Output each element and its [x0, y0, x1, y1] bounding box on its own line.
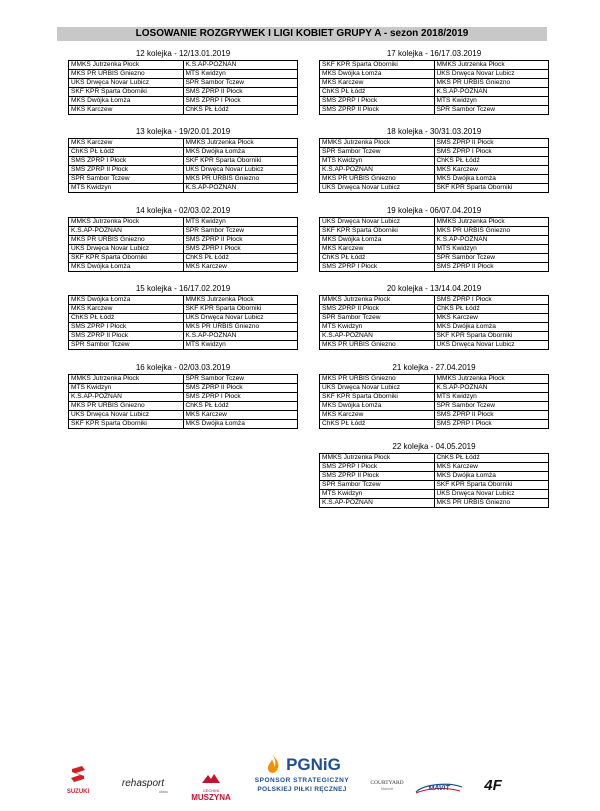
match-row [320, 175, 549, 184]
away-team: MKS Dwójka Łomża [434, 323, 549, 332]
away-team: K.S.AP-POZNAŃ [434, 236, 549, 245]
away-team: MMKS Jutrzenka Płock [434, 61, 549, 70]
match-row [320, 106, 549, 115]
match-row [320, 79, 549, 88]
match-row [320, 384, 549, 393]
away-team: MKS Dwójka Łomża [434, 175, 549, 184]
page-title: LOSOWANIE ROZGRYWEK I LIGI KOBIET GRUPY A - sezon 2018/2019 [57, 27, 547, 41]
match-row [320, 481, 549, 490]
away-team: UKS Drwęca Novar Lubicz [183, 314, 298, 323]
home-team: MTS Kwidzyn [69, 184, 184, 193]
away-team: SPR Sambor Tczew [183, 375, 298, 384]
away-team: SPR Sambor Tczew [434, 402, 549, 411]
away-team: ChKS PŁ Łódź [434, 157, 549, 166]
home-team: SMS ZPRP I Płock [320, 97, 435, 106]
away-team: MKS Karczew [434, 314, 549, 323]
match-row [69, 314, 298, 323]
match-row [69, 341, 298, 350]
round-title: 18 kolejka - 30/31.03.2019 [386, 127, 482, 136]
match-row [320, 332, 549, 341]
match-table [68, 374, 298, 429]
round-title: 13 kolejka - 19/20.01.2019 [135, 127, 231, 136]
match-row [320, 184, 549, 193]
round-block [319, 363, 549, 429]
round-block [319, 127, 549, 193]
away-team: K.S.AP-POZNAŃ [183, 332, 298, 341]
match-row [320, 296, 549, 305]
away-team: SMS ZPRP I Płock [183, 245, 298, 254]
home-team: UKS Drwęca Novar Lubicz [320, 218, 435, 227]
away-team: K.S.AP-POZNAŃ [434, 384, 549, 393]
match-row [320, 88, 549, 97]
home-team: K.S.AP-POZNAŃ [320, 332, 435, 341]
home-team: SPR Sambor Tczew [320, 314, 435, 323]
away-team: ChKS PŁ Łódź [434, 454, 549, 463]
match-table [319, 60, 549, 115]
home-team: ChKS PŁ Łódź [320, 254, 435, 263]
round-block [68, 49, 298, 115]
round-title: 14 kolejka - 02/03.02.2019 [135, 206, 231, 215]
home-team: MTS Kwidzyn [320, 157, 435, 166]
pgnig-logo [252, 754, 352, 794]
away-team: MTS Kwidzyn [434, 97, 549, 106]
match-row [320, 236, 549, 245]
match-row [320, 393, 549, 402]
away-team: SMS ZPRP II Płock [434, 139, 549, 148]
round-block [68, 206, 298, 272]
home-team: MMKS Jutrzenka Płock [69, 61, 184, 70]
home-team: MMKS Jutrzenka Płock [320, 454, 435, 463]
home-team: SPR Sambor Tczew [69, 341, 184, 350]
home-team: SMS ZPRP II Płock [69, 166, 184, 175]
match-row [69, 157, 298, 166]
match-row [69, 175, 298, 184]
match-table [68, 217, 298, 272]
home-team: MKS PR URBIS Gniezno [320, 341, 435, 350]
match-row [320, 254, 549, 263]
home-team: SMS ZPRP II Płock [320, 472, 435, 481]
round-block [68, 284, 298, 350]
home-team: MTS Kwidzyn [320, 323, 435, 332]
sponsor-footer [0, 752, 600, 811]
home-team: MKS Karczew [320, 79, 435, 88]
home-team: MKS Dwójka Łomża [320, 236, 435, 245]
home-team: UKS Drwęca Novar Lubicz [69, 245, 184, 254]
away-team: MTS Kwidzyn [183, 341, 298, 350]
rehasport-logo [118, 778, 168, 794]
home-team: MKS PR URBIS Gniezno [69, 70, 184, 79]
round-block [68, 127, 298, 193]
rehasport-sub: clinic [159, 789, 168, 794]
4f-logo [478, 778, 508, 794]
match-row [69, 402, 298, 411]
match-table [319, 374, 549, 429]
home-team: MMKS Jutrzenka Płock [69, 218, 184, 227]
match-row [69, 227, 298, 236]
match-row [69, 332, 298, 341]
match-row [69, 375, 298, 384]
home-team: MKS Dwójka Łomża [69, 97, 184, 106]
muszyna-logo [186, 770, 236, 802]
match-row [69, 139, 298, 148]
match-row [69, 296, 298, 305]
muszyna-top: CECHINI [202, 788, 220, 793]
home-team: MKS PR URBIS Gniezno [69, 402, 184, 411]
home-team: K.S.AP-POZNAŃ [69, 393, 184, 402]
home-team: SKF KPR Sparta Oborniki [320, 227, 435, 236]
match-row [320, 227, 549, 236]
match-row [320, 70, 549, 79]
home-team: MKS Dwójka Łomża [320, 70, 435, 79]
match-row [69, 411, 298, 420]
home-team: K.S.AP-POZNAŃ [320, 499, 435, 508]
match-row [69, 166, 298, 175]
pgnig-line2: POLSKIEJ PIŁKI RĘCZNEJ [257, 786, 347, 793]
home-team: MKS Dwójka Łomża [69, 263, 184, 272]
match-row [69, 254, 298, 263]
match-row [320, 61, 549, 70]
courtyard-logo [362, 780, 412, 792]
suzuki-logo [58, 764, 98, 796]
match-row [320, 263, 549, 272]
home-team: SMS ZPRP II Płock [320, 106, 435, 115]
suzuki-wordmark: SUZUKI [66, 789, 90, 795]
away-team: UKS Drwęca Novar Lubicz [183, 166, 298, 175]
home-team: SMS ZPRP II Płock [320, 305, 435, 314]
match-row [69, 263, 298, 272]
match-row [320, 375, 549, 384]
home-team: MKS Dwójka Łomża [320, 402, 435, 411]
round-title: 21 kolejka - 27.04.2019 [392, 363, 476, 372]
home-team: MMKS Jutrzenka Płock [69, 375, 184, 384]
match-table [68, 295, 298, 350]
match-row [320, 139, 549, 148]
match-table [319, 295, 549, 350]
away-team: SPR Sambor Tczew [183, 79, 298, 88]
away-team: SKF KPR Sparta Oborniki [183, 157, 298, 166]
home-team: MKS PR URBIS Gniezno [69, 236, 184, 245]
away-team: UKS Drwęca Novar Lubicz [434, 341, 549, 350]
match-row [69, 393, 298, 402]
match-table [68, 138, 298, 193]
match-row [320, 157, 549, 166]
home-team: SPR Sambor Tczew [320, 481, 435, 490]
match-row [69, 305, 298, 314]
courtyard-sub: Marriott [381, 787, 393, 791]
away-team: SPR Sambor Tczew [183, 227, 298, 236]
home-team: MKS Karczew [320, 245, 435, 254]
flame-icon [263, 754, 283, 776]
match-row [69, 79, 298, 88]
home-team: MKS PR URBIS Gniezno [320, 375, 435, 384]
match-row [69, 106, 298, 115]
courtyard-wordmark: COURTYARD [370, 780, 404, 786]
away-team: SKF KPR Sparta Oborniki [434, 184, 549, 193]
away-team: ChKS PŁ Łódź [183, 106, 298, 115]
away-team: SKF KPR Sparta Oborniki [183, 305, 298, 314]
home-team: UKS Drwęca Novar Lubicz [69, 79, 184, 88]
home-team: MKS Karczew [69, 106, 184, 115]
match-table [68, 60, 298, 115]
round-title: 20 kolejka - 13/14.04.2019 [386, 284, 482, 293]
mavit-logo [414, 782, 464, 796]
round-block [68, 363, 298, 429]
pgnig-line1: SPONSOR STRATEGICZNY [254, 777, 350, 784]
away-team: SMS ZPRP I Płock [434, 420, 549, 429]
away-team: K.S.AP-POZNAŃ [183, 184, 298, 193]
home-team: MTS Kwidzyn [69, 384, 184, 393]
away-team: SMS ZPRP II Płock [434, 263, 549, 272]
home-team: MKS PR URBIS Gniezno [320, 175, 435, 184]
round-block [319, 206, 549, 272]
away-team: MKS Dwójka Łomża [183, 148, 298, 157]
match-row [320, 463, 549, 472]
rehasport-wordmark: rehasport [121, 778, 165, 789]
home-team: MTS Kwidzyn [320, 490, 435, 499]
match-row [69, 97, 298, 106]
away-team: SMS ZPRP I Płock [434, 148, 549, 157]
away-team: MTS Kwidzyn [434, 245, 549, 254]
away-team: SMS ZPRP II Płock [183, 88, 298, 97]
home-team: MKS Karczew [69, 305, 184, 314]
match-row [320, 97, 549, 106]
4f-wordmark: 4F [484, 777, 502, 794]
home-team: SKF KPR Sparta Oborniki [320, 61, 435, 70]
home-team: K.S.AP-POZNAŃ [320, 166, 435, 175]
match-row [69, 218, 298, 227]
match-row [320, 148, 549, 157]
away-team: MKS PR URBIS Gniezno [183, 323, 298, 332]
away-team: ChKS PŁ Łódź [434, 305, 549, 314]
round-block [319, 442, 549, 508]
match-row [69, 236, 298, 245]
match-row [320, 402, 549, 411]
match-row [69, 245, 298, 254]
away-team: UKS Drwęca Novar Lubicz [434, 70, 549, 79]
home-team: SPR Sambor Tczew [69, 175, 184, 184]
away-team: SKF KPR Sparta Oborniki [434, 332, 549, 341]
away-team: MKS Dwójka Łomża [183, 420, 298, 429]
home-team: UKS Drwęca Novar Lubicz [320, 184, 435, 193]
away-team: SKF KPR Sparta Oborniki [434, 481, 549, 490]
home-team: UKS Drwęca Novar Lubicz [320, 384, 435, 393]
match-row [320, 411, 549, 420]
match-row [69, 148, 298, 157]
away-team: MTS Kwidzyn [183, 218, 298, 227]
away-team: MKS PR URBIS Gniezno [183, 175, 298, 184]
home-team: SMS ZPRP II Płock [69, 332, 184, 341]
match-row [320, 166, 549, 175]
away-team: MTS Kwidzyn [434, 393, 549, 402]
round-title: 12 kolejka - 12/13.01.2019 [135, 49, 231, 58]
away-team: MKS Dwójka Łomża [434, 472, 549, 481]
round-block [319, 49, 549, 115]
muszyna-wordmark: MUSZYNA [191, 793, 231, 802]
away-team: MKS PR URBIS Gniezno [434, 227, 549, 236]
match-row [69, 384, 298, 393]
away-team: K.S.AP-POZNAŃ [434, 88, 549, 97]
away-team: SMS ZPRP II Płock [183, 236, 298, 245]
match-row [69, 70, 298, 79]
away-team: MKS Karczew [183, 263, 298, 272]
away-team: MKS Karczew [183, 411, 298, 420]
home-team: MKS Karczew [320, 411, 435, 420]
home-team: SMS ZPRP I Płock [320, 263, 435, 272]
home-team: SKF KPR Sparta Oborniki [320, 393, 435, 402]
round-title: 15 kolejka - 16/17.02.2019 [135, 284, 231, 293]
away-team: MKS PR URBIS Gniezno [434, 79, 549, 88]
round-title: 22 kolejka - 04.05.2019 [392, 442, 476, 451]
away-team: ChKS PŁ Łódź [183, 254, 298, 263]
away-team: MTS Kwidzyn [183, 70, 298, 79]
match-row [320, 323, 549, 332]
pgnig-wordmark: PGNiG [286, 755, 341, 774]
home-team: SMS ZPRP I Płock [69, 157, 184, 166]
away-team: K.S.AP-POZNAŃ [183, 61, 298, 70]
away-team: MKS Karczew [434, 166, 549, 175]
home-team: ChKS PŁ Łódź [69, 314, 184, 323]
match-row [320, 454, 549, 463]
home-team: K.S.AP-POZNAŃ [69, 227, 184, 236]
home-team: UKS Drwęca Novar Lubicz [69, 411, 184, 420]
away-team: MMKS Jutrzenka Płock [183, 296, 298, 305]
match-row [69, 61, 298, 70]
match-table [319, 217, 549, 272]
home-team: MMKS Jutrzenka Płock [320, 139, 435, 148]
away-team: SPR Sambor Tczew [434, 254, 549, 263]
home-team: SMS ZPRP I Płock [69, 323, 184, 332]
home-team: SPR Sambor Tczew [320, 148, 435, 157]
match-row [320, 341, 549, 350]
round-title: 17 kolejka - 16/17.03.2019 [386, 49, 482, 58]
round-block [319, 284, 549, 350]
match-row [69, 88, 298, 97]
home-team: ChKS PŁ Łódź [320, 88, 435, 97]
match-row [320, 490, 549, 499]
away-team: SMS ZPRP I Płock [434, 296, 549, 305]
round-title: 16 kolejka - 02/03.03.2019 [135, 363, 231, 372]
away-team: MKS PR URBIS Gniezno [434, 499, 549, 508]
match-row [320, 305, 549, 314]
home-team: MKS Dwójka Łomża [69, 296, 184, 305]
match-row [69, 323, 298, 332]
away-team: SMS ZPRP I Płock [183, 393, 298, 402]
home-team: SKF KPR Sparta Oborniki [69, 420, 184, 429]
away-team: MMKS Jutrzenka Płock [434, 375, 549, 384]
away-team: ChKS PŁ Łódź [183, 402, 298, 411]
away-team: MKS Karczew [434, 463, 549, 472]
match-row [320, 472, 549, 481]
away-team: MMKS Jutrzenka Płock [434, 218, 549, 227]
match-row [320, 499, 549, 508]
home-team: ChKS PŁ Łódź [320, 420, 435, 429]
away-team: SMS ZPRP II Płock [434, 411, 549, 420]
home-team: SKF KPR Sparta Oborniki [69, 254, 184, 263]
away-team: SMS ZPRP II Płock [183, 384, 298, 393]
match-table [319, 138, 549, 193]
home-team: ChKS PŁ Łódź [69, 148, 184, 157]
match-row [320, 245, 549, 254]
away-team: SPR Sambor Tczew [434, 106, 549, 115]
home-team: SMS ZPRP I Płock [320, 463, 435, 472]
match-row [320, 420, 549, 429]
match-row [69, 420, 298, 429]
home-team: MMKS Jutrzenka Płock [320, 296, 435, 305]
away-team: SMS ZPRP I Płock [183, 97, 298, 106]
match-row [320, 218, 549, 227]
away-team: UKS Drwęca Novar Lubicz [434, 490, 549, 499]
suzuki-s-icon [68, 764, 88, 784]
mavit-wordmark: MAVIT [428, 785, 450, 792]
round-title: 19 kolejka - 06/07.04.2019 [386, 206, 482, 215]
away-team: MMKS Jutrzenka Płock [183, 139, 298, 148]
match-table [319, 453, 549, 508]
home-team: MKS Karczew [69, 139, 184, 148]
mountain-icon [202, 773, 220, 783]
home-team: SKF KPR Sparta Oborniki [69, 88, 184, 97]
match-row [320, 314, 549, 323]
match-row [69, 184, 298, 193]
